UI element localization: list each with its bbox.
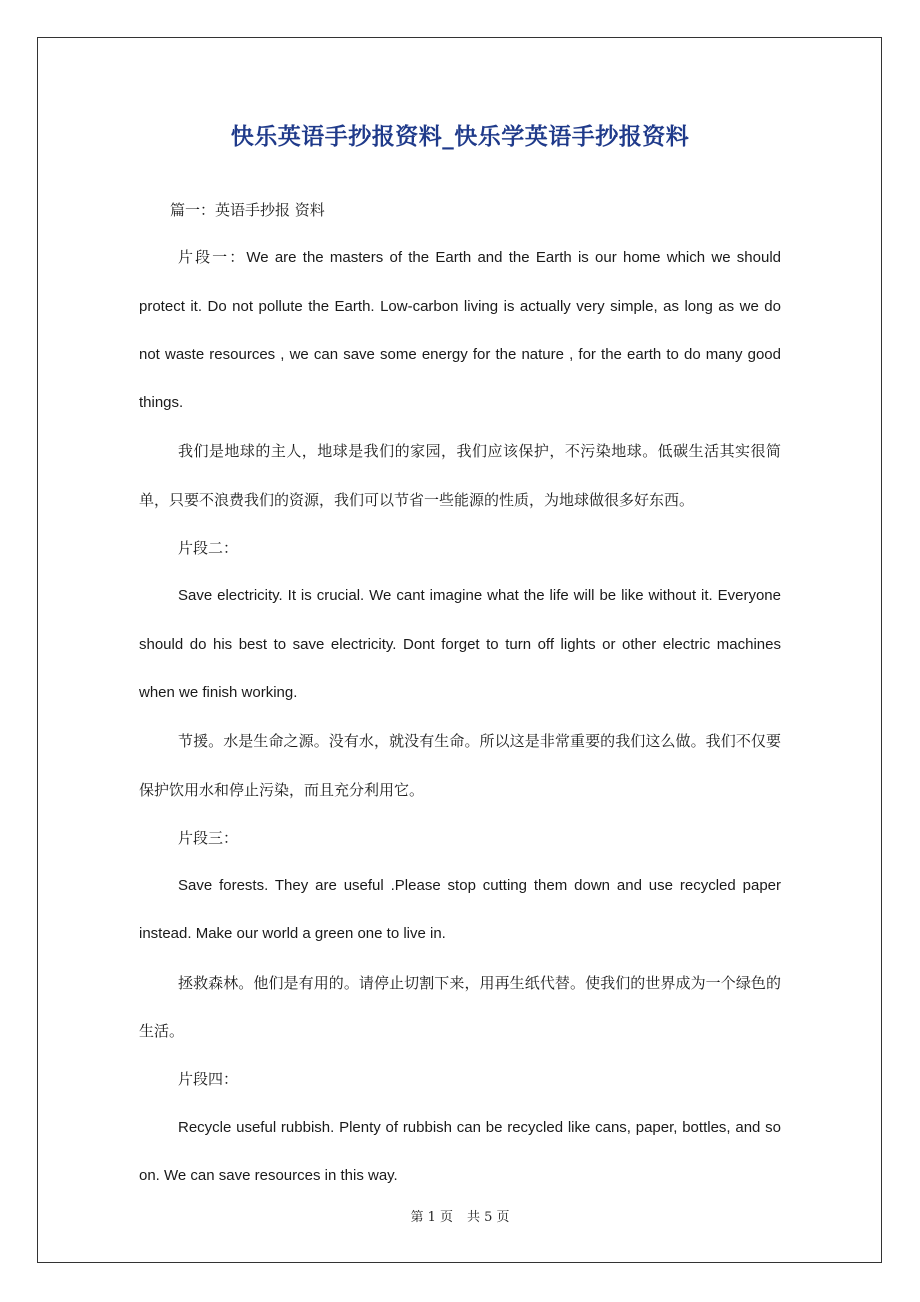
document-title: 快乐英语手抄报资料_快乐学英语手抄报资料 bbox=[230, 124, 690, 150]
page-total: 共 5 页 bbox=[467, 1210, 510, 1225]
paragraph-en: Save forests. They are useful .Please stop cutting them down and use recycled paper instead. Make our world a green one to live in. bbox=[139, 877, 781, 943]
fragment-heading: 片段四： bbox=[178, 1070, 239, 1089]
paragraph-zh: 拯救森林。他们是有用的。请停止切割下来，用再生纸代替。使我们的世界成为一个绿色的生活。 bbox=[139, 973, 781, 1041]
section-heading: 篇一：英语手抄报 资料 bbox=[170, 201, 325, 219]
paragraph-zh: 节援。水是生命之源。没有水，就没有生命。所以这是非常重要的我们这么做。我们不仅要保护饮用水和停止污染，而且充分利用它。 bbox=[139, 732, 781, 799]
page-number: 第 1 页 bbox=[410, 1210, 453, 1225]
paragraph-en: Recycle useful rubbish. Plenty of rubbish can be recycled like cans, paper, bottles, and so on. We can save resources in this way. bbox=[139, 1118, 781, 1184]
document-body bbox=[139, 186, 781, 1200]
fragment-heading: 片段三： bbox=[178, 828, 239, 847]
paragraph-en: 片段一：We are the masters of the Earth and the Earth is our home which we should protect it. Do not pollute the Earth. Low-carbon living is actually very simple, as long as we do not waste resources , we can save some energy for the nature , for the earth to do many good things. bbox=[139, 249, 781, 412]
paragraph-zh: 我们是地球的主人，地球是我们的家园，我们应该保护，不污染地球。低碳生活其实很简单，只要不浪费我们的资源，我们可以节省一些能源的性质，为地球做很多好东西。 bbox=[139, 442, 781, 509]
page-footer bbox=[0, 1206, 920, 1225]
fragment-heading: 片段二： bbox=[178, 539, 239, 558]
paragraph-en: Save electricity. It is crucial. We cant imagine what the life will be like without it. Everyone should do his best to save electricity. Dont forget to turn off lights or other electric machines when we finish working. bbox=[139, 587, 781, 701]
